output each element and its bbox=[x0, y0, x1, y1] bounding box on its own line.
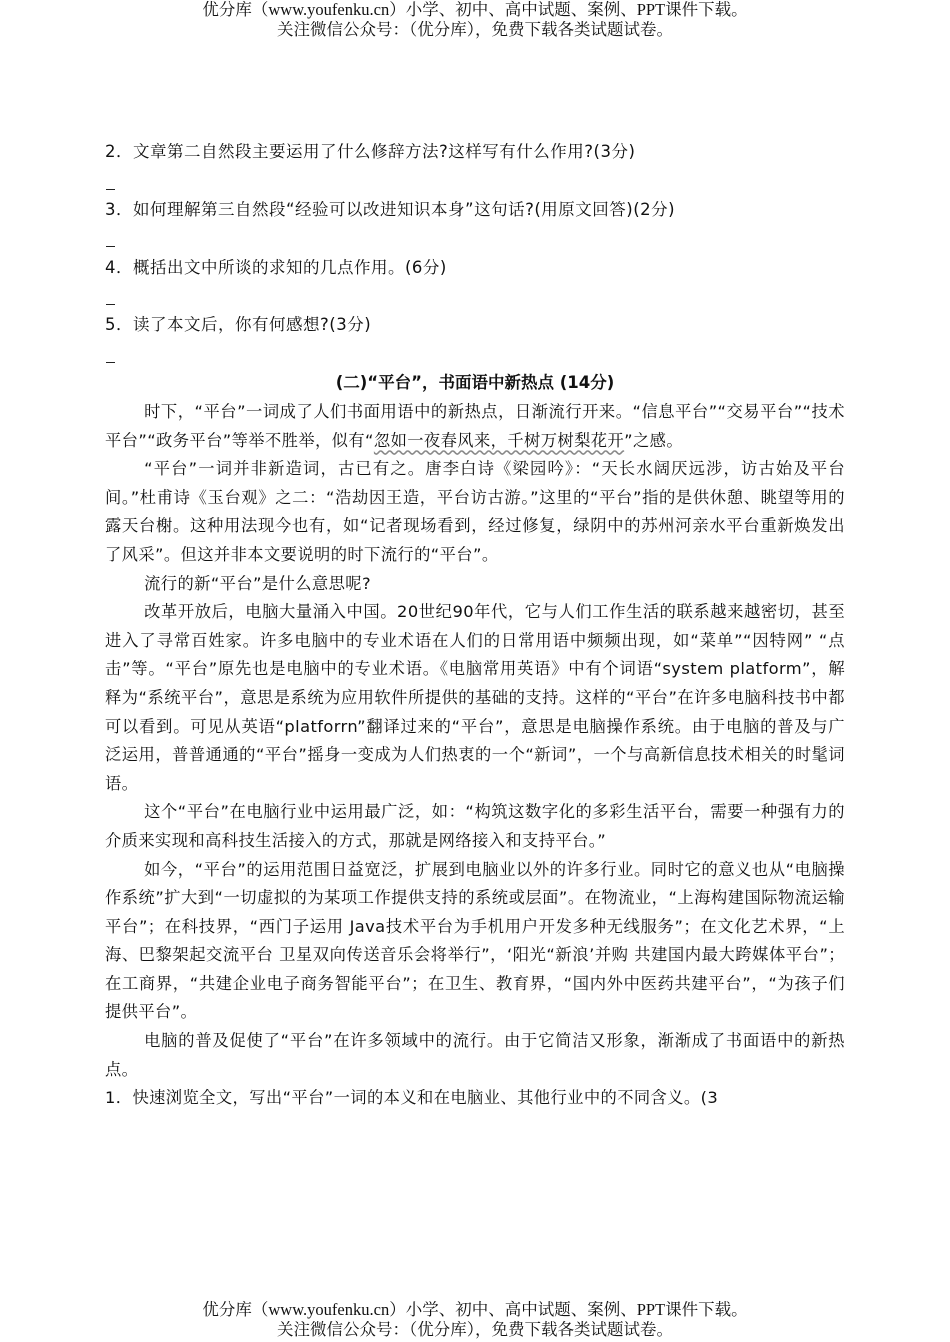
article-body bbox=[105, 398, 845, 1113]
section-title: (二)“平台”，书面语中新热点 (14分) bbox=[335, 373, 615, 392]
question-3: 3．如何理解第三自然段“经验可以改进知识本身”这句话?(用原文回答)(2分) bbox=[105, 200, 676, 219]
paragraph-1 bbox=[105, 398, 845, 455]
footer-line-1: 优分库（www.youfenku.cn）小学、初中、高中试题、案例、PPT课件下载。 bbox=[202, 1300, 748, 1319]
header-line-1: 优分库（www.youfenku.cn）小学、初中、高中试题、案例、PPT课件下载。 bbox=[202, 0, 748, 19]
paragraph-5: 这个“平台”在电脑行业中运用最广泛，如：“构筑这数字化的多彩生活平台，需要一种强有力的介质来实现和高科技生活接入的方式，那就是网络接入和支持平台。” bbox=[105, 802, 845, 850]
page-footer bbox=[0, 1300, 950, 1340]
question-4: 4．概括出文中所谈的求知的几点作用。(6分) bbox=[105, 258, 447, 277]
question-2: 2．文章第二自然段主要运用了什么修辞方法?这样写有什么作用?(3分) bbox=[105, 142, 636, 161]
paragraph-2: “平台”一词并非新造词，古已有之。唐李白诗《梁园吟》：“天长水阔厌远涉，访古始及平台间。”杜甫诗《玉台观》之二：“浩劫因王造，平台访古游。”这里的“平台”指的是供休憩、眺望等用的露天台榭。这种用法现今也有，如“记者现场看到，经过修复，绿阴中的苏州河亲水平台重新焕发出了风采”。但这并非本文要说明的时下流行的“平台”。 bbox=[105, 459, 845, 564]
footer-line-2: 关注微信公众号：（优分库），免费下载各类试题试卷。 bbox=[277, 1320, 673, 1339]
paragraph-6: 如今，“平台”的运用范围日益宽泛，扩展到电脑业以外的许多行业。同时它的意义也从“电脑操作系统”扩大到“一切虚拟的为某项工作提供支持的系统或层面”。在物流业，“上海构建国际物流运输平台”；在科技界，“西门子运用 Java技术平台为手机用户开发多种无线服务”；在文化艺术界，“上海、巴黎架起交流平台 卫星双向传送音乐会将举行”，‘阳光“新浪’并购 共建国内最大跨媒体平台”；在工商界，“共建企业电子商务智能平台”；在卫生、教育界，“国内外中医药共建平台”，“为孩子们提供平台”。 bbox=[105, 859, 845, 1022]
wavy-underlined-quote: 忽如一夜春风来，千树万树梨花开 bbox=[373, 430, 625, 450]
paragraph-4: 改革开放后，电脑大量涌入中国。20世纪90年代，它与人们工作生活的联系越来越密切，甚至进入了寻常百姓家。许多电脑中的专业术语在人们的日常用语中频频出现，如“菜单”“因特网” “点击”等。“平台”原先也是电脑中的专业术语。《电脑常用英语》中有个词语“system platform”，解释为“系统平台”，意思是系统为应用软件所提供的基础的支持。这样的“平台”在许多电脑科技书中都可以看到。可见从英语“platforrn”翻译过来的“平台”，意思是电脑操作系统。由于电脑的普及与广泛运用，普普通通的“平台”摇身一变成为人们热衷的一个“新词”，一个与高新信息技术相关的时髦词语。 bbox=[105, 602, 845, 793]
answer-blank-5[interactable] bbox=[106, 362, 115, 363]
page-header bbox=[0, 0, 950, 40]
answer-blank-4[interactable] bbox=[106, 304, 115, 305]
paragraph-1-text-b: ”之感。 bbox=[624, 430, 684, 450]
answer-blank-3[interactable] bbox=[106, 246, 115, 247]
paragraph-1-text-a: 时下，“平台”一词成了人们书面用语中的新热点，日渐流行开来。“信息平台”“交易平台”“技术平台”“政务平台”等举不胜举，似有“ bbox=[105, 402, 845, 450]
paragraph-3: 流行的新“平台”是什么意思呢? bbox=[144, 573, 371, 593]
header-line-2: 关注微信公众号：（优分库），免费下载各类试题试卷。 bbox=[277, 20, 673, 39]
question-1: 1．快速浏览全文，写出“平台”一词的本义和在电脑业、其他行业中的不同含义。(3 bbox=[105, 1088, 719, 1108]
paragraph-7: 电脑的普及促使了“平台”在许多领域中的流行。由于它简洁又形象，渐渐成了书面语中的新热点。 bbox=[105, 1031, 845, 1079]
question-5: 5．读了本文后，你有何感想?(3分) bbox=[105, 315, 372, 334]
answer-blank-2[interactable] bbox=[106, 189, 115, 190]
